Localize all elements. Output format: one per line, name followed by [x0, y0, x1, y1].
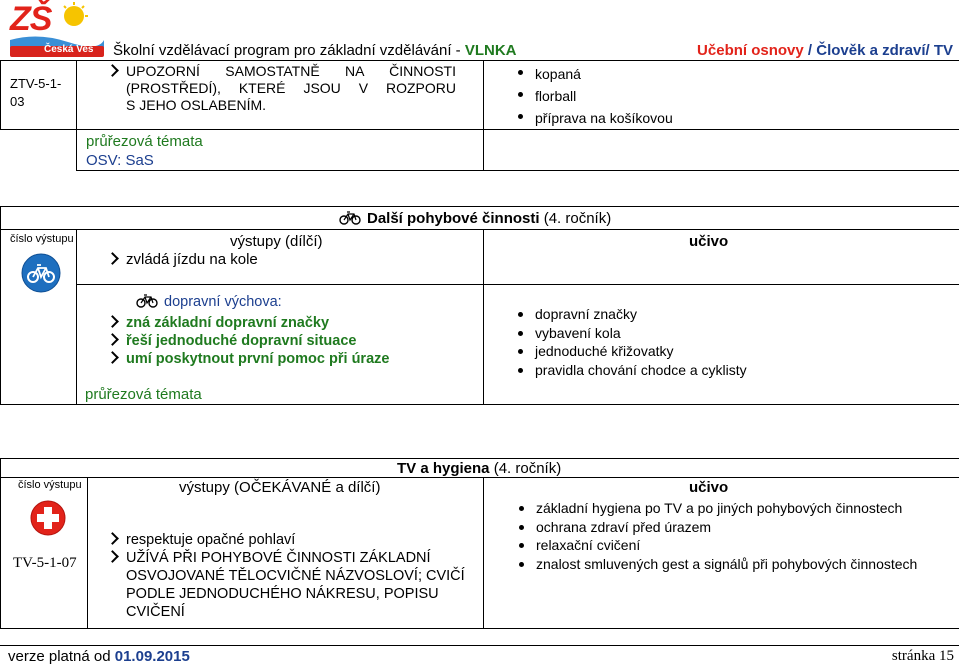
s3-ucivo-item: znalost smluvených gest a signálů při pohybových činnostech	[512, 555, 954, 574]
s1-code-cell	[0, 60, 77, 130]
s1-themes-empty	[483, 129, 959, 171]
s2-title-row	[0, 206, 959, 230]
s3-output-item: UŽÍVÁ PŘI POHYBOVÉ ČINNOSTI ZÁKLADNÍ OSVOJOVANÉ TĚLOCVIČNÉ NÁZVOSLOVÍ; CVIČÍ PODLE JEDNODUCHÉHO NÁKRESU, POPISU CVIČENÍ	[104, 549, 484, 621]
s3-output-item: respektuje opačné pohlaví	[104, 531, 484, 549]
s2-output-item: řeší jednoduché dopravní situace	[104, 332, 389, 350]
s2-title-main: Další pohybové činnosti	[367, 210, 540, 227]
footer-rule	[0, 645, 959, 646]
bicycle-sign-icon	[21, 253, 61, 293]
s2-ucivo-item: vybavení kola	[511, 324, 747, 343]
s3-ucivo-item: relaxační cvičení	[512, 536, 954, 555]
s2-ucivo-header	[483, 229, 959, 285]
s3-col-number: číslo výstupu	[18, 479, 82, 491]
s3-title-rest: (4. ročník)	[489, 460, 562, 477]
s2-col-outputs-a: výstupy	[230, 233, 281, 250]
s1-themes-title: průřezová témata	[86, 133, 203, 150]
s2-themes-title: průřezová témata	[85, 386, 202, 403]
header-title	[113, 42, 517, 59]
header-subject: Člověk a zdraví/ TV	[816, 42, 953, 59]
s2-subtopic: dopravní výchova:	[164, 294, 282, 310]
s2-ucivo-item: dopravní značky	[511, 305, 747, 324]
s1-ucivo-cell	[483, 60, 959, 130]
footer-version-label: verze platná od	[8, 648, 115, 665]
s3-ucivo-item: základní hygiena po TV a po jiných pohybových činnostech	[512, 499, 954, 518]
bicycle-icon	[339, 211, 361, 229]
s3-col-outputs-b: (OČEKÁVANÉ a dílčí)	[229, 479, 381, 496]
header-program: VLNKA	[464, 42, 517, 59]
s2-outputs-header	[76, 229, 484, 285]
footer-version	[8, 648, 190, 665]
s3-code: TV-5-1-07	[13, 555, 77, 571]
s3-ucivo-item: ochrana zdraví před úrazem	[512, 518, 954, 537]
logo-subtitle: Česká Ves	[44, 44, 94, 55]
s2-output-item: umí poskytnout první pomoc při úraze	[104, 350, 389, 368]
s1-themes-rest: : SaS	[117, 152, 154, 169]
bicycle-icon	[136, 294, 158, 312]
s2-number-cell	[0, 229, 77, 405]
s2-col-number: číslo výstupu	[10, 233, 74, 245]
s2-ucivo-cell	[483, 284, 959, 405]
s1-warning-item: UPOZORNÍ SAMOSTATNĚ NA ČINNOSTI (PROSTŘEDÍ), KTERÉ JSOU V ROZPORU S JEHO OSLABENÍM.	[104, 63, 456, 114]
s1-code-line1: ZTV-5-1-	[10, 76, 62, 91]
s1-themes-code: OSV	[86, 152, 118, 169]
s3-number-cell	[0, 477, 88, 629]
s1-themes-cell	[76, 129, 484, 171]
s2-ucivo-item: pravidla chování chodce a cyklisty	[511, 361, 747, 380]
s1-code-line2: 03	[10, 94, 25, 109]
s2-title-rest: (4. ročník)	[539, 210, 612, 227]
header-curriculum-label: Učební osnovy	[697, 42, 804, 59]
s3-title-main: TV a hygiena	[397, 460, 490, 477]
s2-ucivo-item: jednoduché křižovatky	[511, 342, 747, 361]
header-sep: /	[803, 42, 817, 59]
footer-page: stránka 15	[891, 648, 954, 664]
s3-col-outputs-a: výstupy	[179, 479, 230, 496]
footer-version-date: 01.09.2015	[114, 648, 190, 665]
header-curriculum	[697, 42, 953, 59]
s3-ucivo-cell	[483, 477, 959, 629]
s2-col-outputs-b: (dílčí)	[280, 233, 323, 250]
s1-warning-cell	[76, 60, 484, 130]
s1-ucivo-item: kopaná	[511, 63, 673, 85]
s3-title-row	[0, 458, 959, 478]
first-aid-icon	[30, 500, 66, 536]
header-title-prefix: Školní vzdělávací program pro základní vzdělávání -	[113, 42, 465, 59]
s2-output-ride: zvládá jízdu na kole	[104, 251, 258, 269]
s1-ucivo-item: příprava na košíkovou	[511, 107, 673, 129]
s3-outputs-cell	[87, 477, 484, 629]
s1-ucivo-item: florball	[511, 85, 673, 107]
s3-col-ucivo: učivo	[689, 479, 729, 496]
s2-outputs-cell	[76, 284, 484, 405]
s2-col-ucivo: učivo	[689, 233, 729, 250]
logo-text: ZŠ	[10, 0, 52, 38]
s2-output-item: zná základní dopravní značky	[104, 314, 389, 332]
school-logo	[8, 2, 106, 58]
